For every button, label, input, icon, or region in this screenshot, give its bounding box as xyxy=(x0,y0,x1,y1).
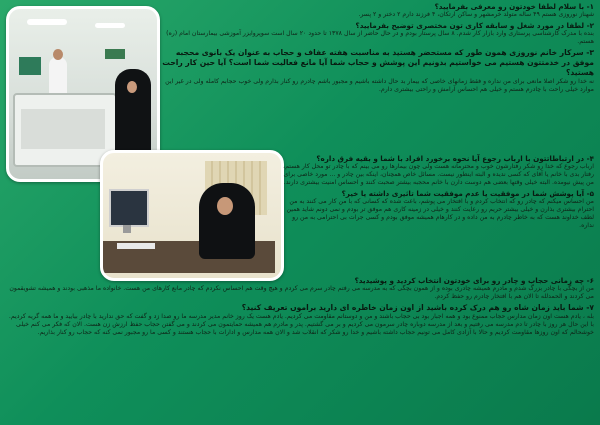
answer-7: بله ، یادم هست اون زمان مدارس حجاب ممنوع بود و همه اجبار بود بی حجاب باشند و من و دوستانم مقاومت می کردیم. یادم هست یک روز خانم مدیر مدرسه ما رو صدا زد و گفت که حق ندارید با چادر بیایید و ما همه گریه کردیم. با این حال هر روز با چادر تا دم مدرسه می رفتیم و بعد از مدرسه دوباره چادر سرمون می کردیم و بر می گشتیم. پدر و مادرم هم همیشه حمایتمون می کردند و می گفتن حجاب حفظ ارزش زن هست. الان که فکر می کنم خیلی خوشحالم که اون روزها مقاومت کردیم و حالا با آزادی کامل می تونیم حجاب داشته باشیم و خدا رو شکر که انقلاب شد و الان همه مدارس و ادارات با حجاب هستند و کسی ما رو مجبور نمی کنه که حجاب رو کنار بذاریم. xyxy=(8,313,594,336)
staff-head-icon xyxy=(53,49,63,60)
face-icon xyxy=(217,197,233,215)
question-1: ۱- با سلام لطفا خودتون رو معرفی بفرمایید؟ xyxy=(434,2,594,11)
text-column-bottom xyxy=(6,276,594,339)
staff-figure-icon xyxy=(49,57,67,95)
answer-4: ارباب رجوع که خدا رو شکر رفتارشون خوب و محترمانه هست ولی چون بیمارها رو می بینم که با چادر تو محل کار هستم، رفتار بدی با خانم یا آقای که کسی ندیده و البته اینطور نیست. مسائل خاص همچنان، اینکه بین چادر و ... مورد خاصی برای من پیش نیومده. البته خیلی وقتها بعضی هم دوست دارن با خانم محجبه بیشتر صحبت کنند و احساس امنیت بیشتری دارند. xyxy=(283,163,594,186)
wall-sign-icon xyxy=(19,57,41,75)
ceiling-light-icon xyxy=(27,19,67,25)
question-6: ۶- چه زمانی حجاب و چادر رو برای خودتون انتخاب کردید و پوشیدید؟ xyxy=(354,276,594,285)
question-7: ۷- شما باید زمان شاه رو هم درک کرده باشید از اون زمان خاطره ای دارید براموں تعریف کنید؟ xyxy=(241,303,594,312)
text-column-top xyxy=(160,2,594,96)
question-5: ۵- آیا پوشش شما در موفقیت یا عدم موفقیت شما تاثیری داشته یا خیر؟ xyxy=(341,189,594,198)
photo-office xyxy=(100,150,284,281)
chador-figure-icon xyxy=(199,183,255,259)
monitor-stand-icon xyxy=(123,225,131,233)
question-4: ۴- در ارتباطاتتون با ارباب رجوع آیا نحوه برخورد افراد با شما و بقیه فرق داره؟ xyxy=(316,154,594,163)
monitor-icon xyxy=(109,189,149,227)
face-icon xyxy=(127,81,137,93)
answer-1: شهناز نوروزی هستم ۴۹ ساله متولد خرمشهر و ساکن ارتکان، ۴ فرزند دارم ۲ دختر و ۲ پسر. xyxy=(358,11,594,18)
keyboard-icon xyxy=(117,243,155,249)
answer-3: نه خدا رو شکر اصلا مانعی برای من نداره و فقط زمانهای خاصی که بیمار بد حال داشته باشیم و مجبور باشم چادرم رو کنار بذارم ولی خوب حجابم کامله ولی در غیر این موارد خیلی راحت با چادرم هستم و خیلی هم احساس آرامش و راحتی بیشتری دارم. xyxy=(165,78,594,93)
counter-panel-icon xyxy=(21,109,105,149)
answer-5: من احساس میکنم که چادر رو که انتخاب کردم و با افتخار می پوشم، باعث شده که کسانی که با من کار می کنند به من احترام بیشتری بذارن و خیلی بیشتر حریم رو رعایت کنند و خیلی در زمینه کاری هم موفق تر بودم و نمی دونم شاید همین لطف خداوند هست که به خاطر چادرم به من داده و در کارهام همیشه موفق بودم و کسی جرات بی احترامی به من رو نداره. xyxy=(286,198,594,229)
ceiling-light-icon xyxy=(95,23,125,28)
wall-sign-icon xyxy=(105,49,125,59)
text-column-middle xyxy=(283,154,594,232)
question-3: ۳- سرکار خانم نوروزی همون طور که مستحضر هستید به مناسبت هفته عفاف و حجاب به عنوان یک بانوی محجبه موفق در خدمتتون هستیم می خواستیم بدونیم این پوشش و حجاب شما آیا مانع فعالیت شما است؟ آیا حین کار راحت هستید؟ xyxy=(162,48,594,77)
question-2: ۲- لطفا در مورد شغل و سابقه کاری تون مختصری توضیح بفرمایید؟ xyxy=(355,21,594,30)
answer-6: من از بچگی با چادر بزرگ شدم و مادرم همیشه چادری بوده و از همون بچگی که به مدرسه می رفتم چادر سرم می کردم و هیچ وقت هم احساس نکردم که چادر مانع کارهای من هست. خانواده ما مذهبی بودند و همیشه تشویقمون می کردند و الحمدلله تا الان هم با افتخار چادرم رو حفظ کردم. xyxy=(9,285,594,300)
answer-2: بنده با مدرک کارشناسی پرستاری وارد بازار کار شدم. ۸ سال پرستار بودم و در حال حاضر از سال ۱۳۷۸ تا حدود ۲۰ سال است سوپروایزر آموزشی بیمارستان امام (ره) هستم. xyxy=(166,30,594,45)
